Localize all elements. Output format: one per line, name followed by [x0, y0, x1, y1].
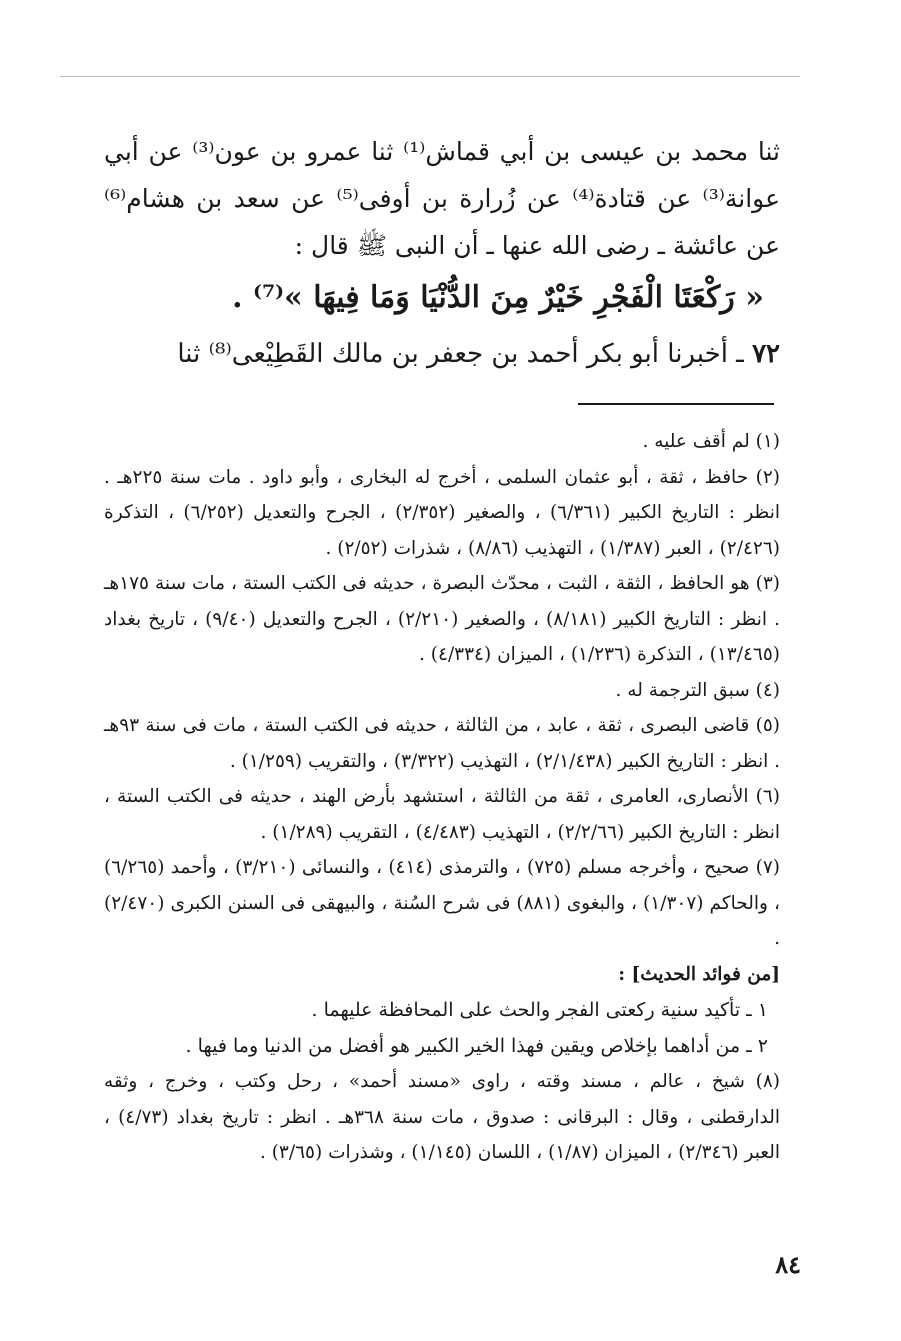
footnote-3: (٣) هو الحافظ ، الثقة ، الثبت ، محدّث البصرة ، حديثه فى الكتب الستة ، مات سنة ١٧٥هـ . انظر : التاريخ الكبير (٨/١٨١) ، والصغير (٢/٢١٠) ، الجرح والتعديل (٩/٤٠) ، تاريخ بغداد (١٣/٤٦٥) ، التذكرة (١/٢٣٦) ، الميزان (٤/٣٣٤) . [104, 573, 780, 665]
top-rule [60, 76, 800, 77]
footnote-2: (٢) حافظ ، ثقة ، أبو عثمان السلمى ، أخرج له البخارى ، وأبو داود . مات سنة ٢٢٥هـ . انظر : التاريخ الكبير (٦/٣٦١) ، والصغير (٢/٣٥٢) ، الجرح والتعديل (٦/٢٥٢) ، التذكرة (٢/٤٢٦) ، العبر (١/٣٨٧) ، التهذيب (٨/٨٦) ، شذرات (٢/٥٢) . [104, 466, 780, 559]
footnote-6: (٦) الأنصارى، العامرى ، ثقة من الثالثة ، استشهد بأرض الهند ، حديثه فى الكتب الستة ، انظر : التاريخ الكبير (٢/٢/٦٦) ، التهذيب (٤/٤٨٣) ، التقريب (١/٢٨٩) . [104, 786, 780, 843]
main-text [104, 128, 780, 381]
footnote-7: (٧) صحيح ، وأخرجه مسلم (٧٢٥) ، والترمذى (٤١٤) ، والنسائى (٣/٢١٠) ، وأحمد (٦/٢٦٥) ، والحاكم (١/٣٠٧) ، والبغوى (٨٨١) فى شرح السُنة ، والبيهقى فى السنن الكبرى (٢/٤٧٠) . [104, 857, 781, 949]
hadith-72-start [104, 327, 780, 381]
footnotes [104, 424, 780, 1171]
hadith-quote: « رَكْعَتَا الْفَجْرِ خَيْرٌ مِنَ الدُّنْيَا وَمَا فِيهَا »⁽⁷⁾ . [232, 280, 764, 315]
footnote-4: (٤) سبق الترجمة له . [615, 679, 780, 701]
footnote-1: (١) لم أقف عليه . [642, 431, 780, 452]
benefit-2: ٢ ـ من أداهما بإخلاص ويقين فهذا الخير الكبير هو أفضل من الدنيا وما فيها . [185, 1035, 768, 1057]
footnote-5: (٥) قاضى البصرى ، ثقة ، عابد ، من الثالثة ، حديثه فى الكتب الستة ، مات فى سنة ٩٣هـ . انظر : التاريخ الكبير (٢/١/٤٣٨) ، التهذيب (٣/٣٢٢) ، والتقريب (١/٢٥٩) . [104, 715, 780, 772]
footnote-8: (٨) شيخ ، عالم ، مسند وقته ، راوى «مسند أحمد» ، رحل وكتب ، وخرج ، وثقه الدارقطنى ، وقال : البرقانى : صدوق ، مات سنة ٣٦٨هـ . انظر : تاريخ بغداد (٤/٧٣) ، العبر (٢/٣٤٦) ، الميزان (١/٨٧) ، اللسان (١/١٤٥) ، وشذرات (٣/٦٥) . [104, 1071, 780, 1163]
benefits-heading: [من فوائد الحديث] : [618, 963, 780, 985]
hadith-72-text: ـ أخبرنا أبو بكر أحمد بن جعفر بن مالك القَطِيْعى⁽⁸⁾ ثنا [177, 339, 744, 369]
hadith-number: ٧٢ [752, 339, 780, 369]
benefit-1: ١ ـ تأكيد سنية ركعتى الفجر والحث على المحافظة عليهما . [311, 999, 768, 1021]
page-number: ٨٤ [775, 1250, 801, 1279]
footnote-separator [578, 403, 774, 405]
isnad-paragraph: ثنا محمد بن عيسى بن أبي قماش⁽¹⁾ ثنا عمرو بن عون⁽³⁾ عن أبي عوانة⁽³⁾ عن قتادة⁽⁴⁾ عن زُرارة بن أوفى⁽⁵⁾ عن سعد بن هشام⁽⁶⁾ عن عائشة ـ رضى الله عنها ـ أن النبى ﷺ قال : [104, 137, 781, 260]
